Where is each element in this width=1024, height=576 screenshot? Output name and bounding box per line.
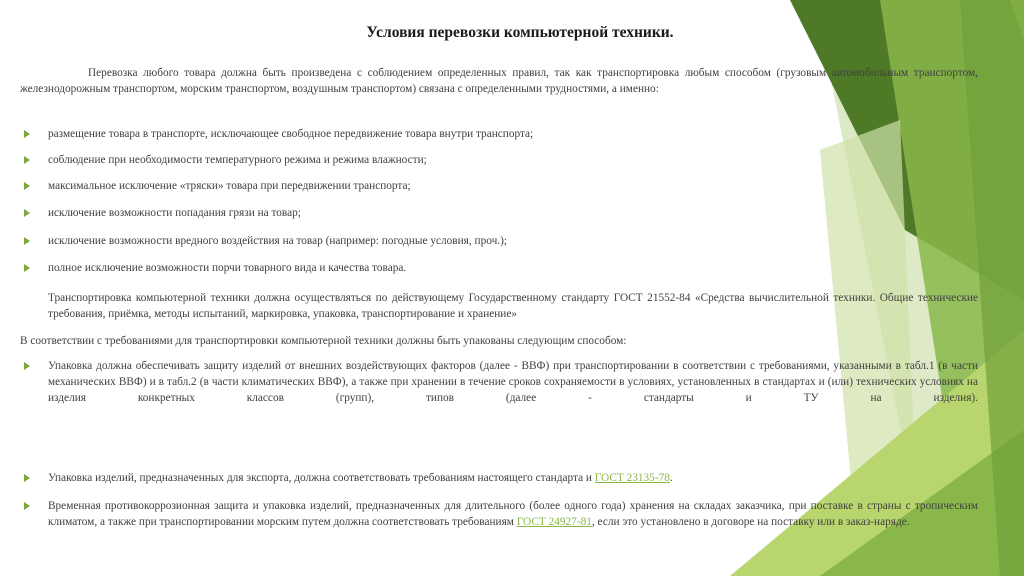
list-item-text: размещение товара в транспорте, исключающее свободное передвижение товара внутри транспорта; — [48, 128, 534, 140]
intro-paragraph — [20, 65, 978, 97]
gost-24927-link[interactable]: ГОСТ 24927-81 — [516, 516, 592, 528]
list-item-text: исключение возможности попадания грязи на товар; — [48, 207, 301, 219]
triangle-bullet-icon — [24, 182, 30, 190]
gost-text: Транспортировка компьютерной техники должна осуществляться по действующему Государственному стандарту ГОСТ 21552-84 «Средства вычислительной техники. Общие технические требования, приёмка, методы испытаний, маркировка, упаковка, транспортирование и хранение» — [48, 292, 978, 320]
list-item-text: максимальное исключение «тряски» товара при передвижении транспорта; — [48, 180, 411, 192]
triangle-bullet-icon — [24, 502, 30, 510]
list-item-text: исключение возможности вредного воздействия на товар (например: погодные условия, проч.); — [48, 235, 507, 247]
list-item-text: соблюдение при необходимости температурного режима и режима влажности; — [48, 154, 427, 166]
triangle-bullet-icon — [24, 130, 30, 138]
triangle-bullet-icon — [24, 362, 30, 370]
list-item-text: Упаковка должна обеспечивать защиту изделий от внешних воздействующих факторов (далее - ВВФ) при транспортировании в соответствии с требованиями, указанными в табл.1 (в части механических ВВФ) и в табл.2 (в части климатических ВВФ), а также при хранении в течение сроков сохраняемости в условиях, установленных в стандартах и (или) технических условиях на изделия конкретных классов (групп), типов (далее - стандарты и ТУ на изделия). — [48, 360, 978, 404]
triangle-bullet-icon — [24, 156, 30, 164]
gost-paragraph — [48, 290, 978, 322]
export-text: Упаковка изделий, предназначенных для экспорта, должна соответствовать требованиям настоящего стандарта и — [48, 472, 595, 484]
slide-content — [20, 0, 978, 576]
packaging-intro — [20, 333, 978, 349]
triangle-bullet-icon — [24, 237, 30, 245]
list-item-text: полное исключение возможности порчи товарного вида и качества товара. — [48, 262, 407, 274]
export-text-end: . — [669, 472, 673, 484]
packaging-intro-text: В соответствии с требованиями для транспортировки компьютерной техники должны быть упакованы следующим способом: — [20, 335, 627, 347]
storage-text: Временная противокоррозионная защита и упаковка изделий, предназначенных для длительного (более одного года) хранения на складах заказчика, при поставке в страны с тропическим климатом, а также при транспортировании морским путем должна соответствовать требованиям — [48, 500, 978, 528]
slide-title: Условия перевозки компьютерной техники. — [366, 24, 674, 41]
gost-23135-link[interactable]: ГОСТ 23135-78 — [594, 472, 670, 484]
list-item-text — [48, 498, 978, 530]
list-item-text — [48, 470, 978, 486]
triangle-bullet-icon — [24, 264, 30, 272]
triangle-bullet-icon — [24, 474, 30, 482]
storage-text-end: , если это установлено в договоре на поставку или в заказ-наряде. — [591, 516, 910, 528]
triangle-bullet-icon — [24, 209, 30, 217]
intro-text: Перевозка любого товара должна быть произведена с соблюдением определенных правил, так как транспортировка любым способом (грузовым автомобильным транспортом, железнодорожным транспортом, морским транспортом, воздушным транспортом) связана с определенными трудностями, а именно: — [20, 67, 978, 95]
